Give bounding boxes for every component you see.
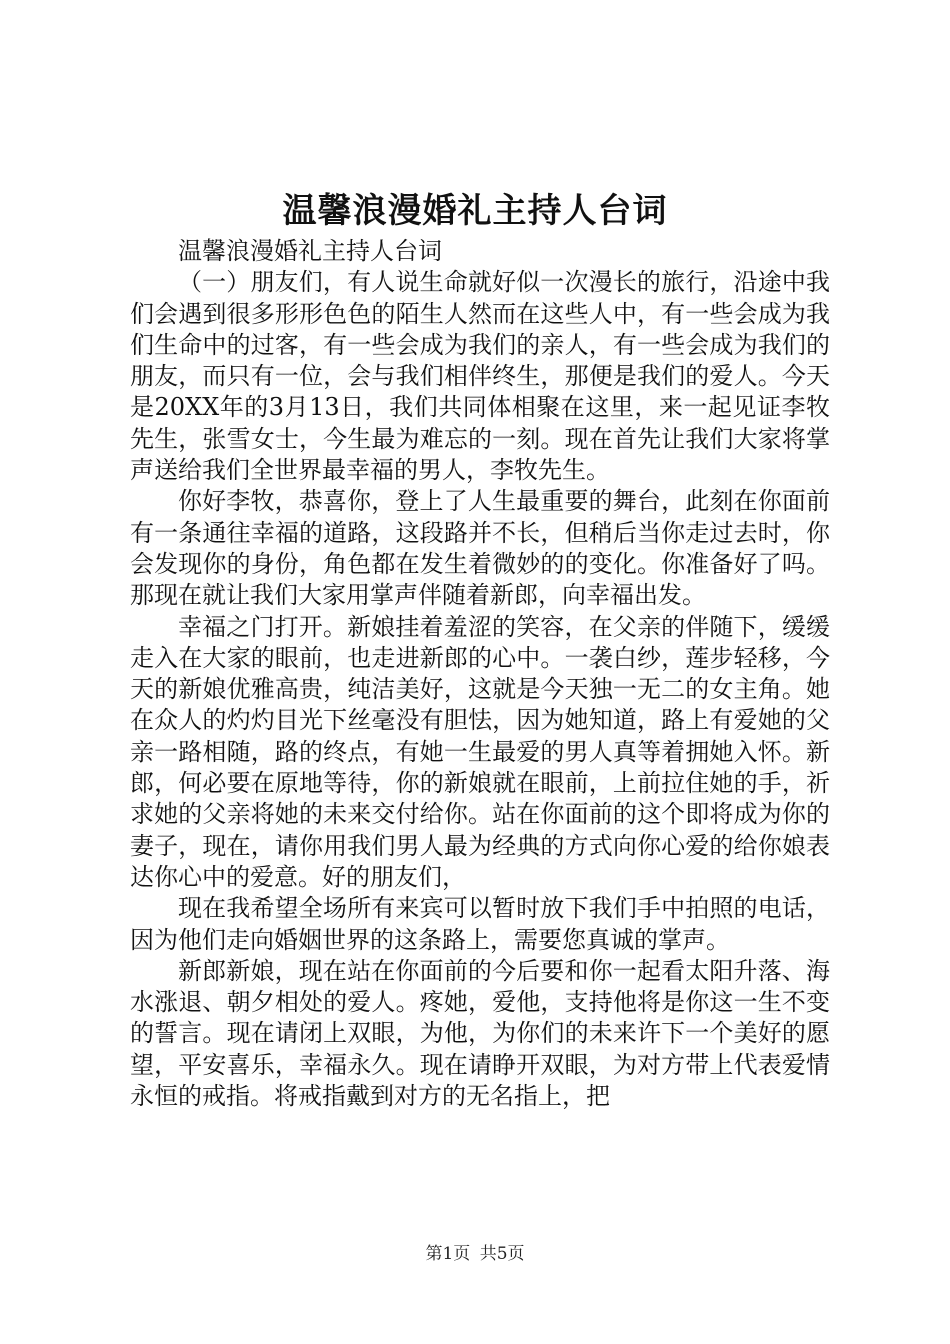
page-total: 共5页 xyxy=(479,1244,525,1264)
paragraph-5: 新郎新娘，现在站在你面前的今后要和你一起看太阳升落、海水涨退、朝夕相处的爱人。疼她，爱他，支持他将是你这一生不变的誓言。现在请闭上双眼，为他，为你们的未来许下一个美好的愿望，平安喜乐，幸福永久。现在请睁开双眼，为对方带上代表爱情永恒的戒指。将戒指戴到对方的无名指上，把 xyxy=(130,956,830,1111)
page-footer xyxy=(0,1242,950,1266)
paragraph-1: （一）朋友们，有人说生命就好似一次漫长的旅行，沿途中我们会遇到很多形形色色的陌生人然而在这些人中，有一些会成为我们生命中的过客，有一些会成为我们的亲人，有一些会成为我们的朋友，而只有一位，会与我们相伴终生，那便是我们的爱人。今天是20XX年的3月13日，我们共同体相聚在这里，来一起见证李牧先生，张雪女士，今生最为难忘的一刻。现在首先让我们大家将掌声送给我们全世界最幸福的男人，李牧先生。 xyxy=(130,268,830,485)
document-subtitle: 温馨浪漫婚礼主持人台词 xyxy=(178,237,442,265)
paragraph-2: 你好李牧，恭喜你，登上了人生最重要的舞台，此刻在你面前有一条通往幸福的道路，这段路并不长，但稍后当你走过去时，你会发现你的身份，角色都在发生着微妙的的变化。你准备好了吗。那现在就让我们大家用掌声伴随着新郎，向幸福出发。 xyxy=(130,487,830,610)
page-title: 温馨浪漫婚礼主持人台词 xyxy=(282,191,668,231)
page-number: 第1页 xyxy=(425,1244,471,1264)
document-body xyxy=(130,236,830,1112)
paragraph-4: 现在我希望全场所有来宾可以暂时放下我们手中拍照的电话，因为他们走向婚姻世界的这条路上，需要您真诚的掌声。 xyxy=(130,894,830,954)
paragraph-3: 幸福之门打开。新娘挂着羞涩的笑容，在父亲的伴随下，缓缓走入在大家的眼前，也走进新郎的心中。一袭白纱，莲步轻移，今天的新娘优雅高贵，纯洁美好，这就是今天独一无二的女主角。她在众人的灼灼目光下丝毫没有胆怯，因为她知道，路上有爱她的父亲一路相随，路的终点，有她一生最爱的男人真等着拥她入怀。新郎，何必要在原地等待，你的新娘就在眼前，上前拉住她的手，祈求她的父亲将她的未来交付给你。站在你面前的这个即将成为你的妻子，现在，请你用我们男人最为经典的方式向你心爱的给你娘表达你心中的爱意。好的朋友们， xyxy=(130,612,830,891)
